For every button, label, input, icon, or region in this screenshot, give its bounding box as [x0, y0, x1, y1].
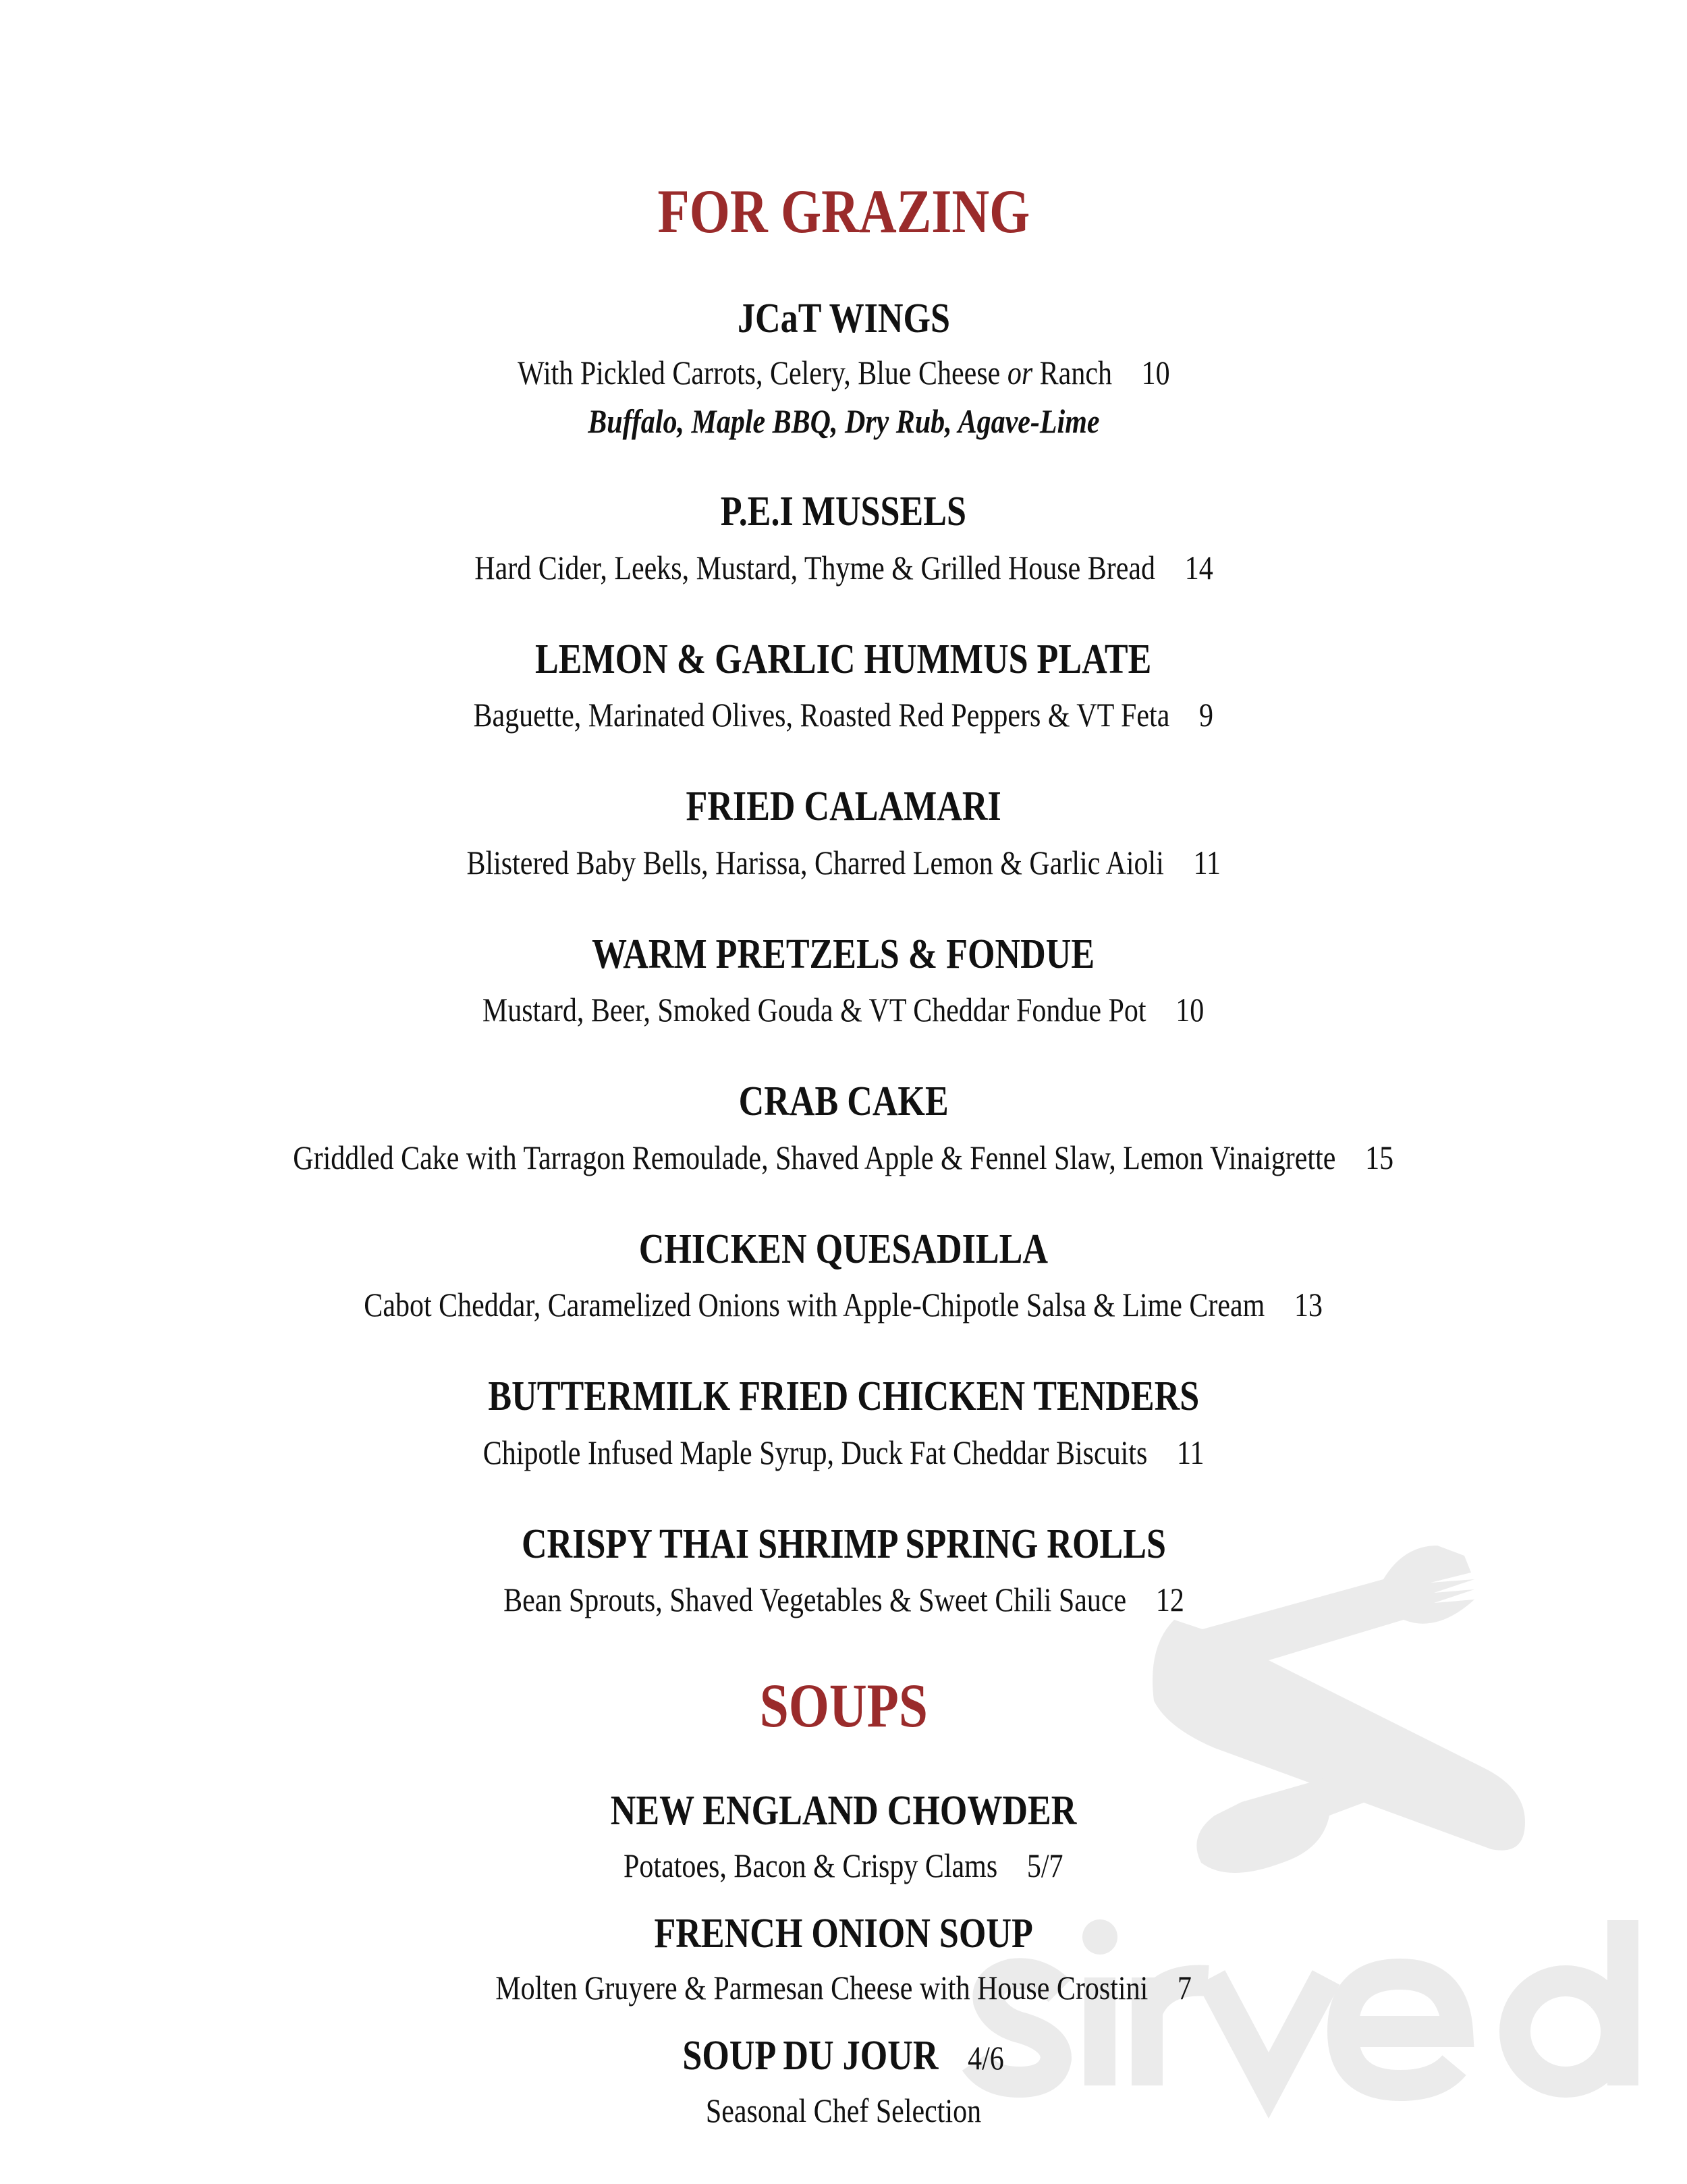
item-price: 11: [1193, 844, 1221, 881]
item-price: 4/6: [968, 2039, 1005, 2077]
item-name: SOUP DU JOUR 4/6: [682, 2033, 1005, 2079]
item-description: Baguette, Marinated Olives, Roasted Red Peppers & VT Feta 9: [473, 696, 1214, 734]
section-title-soups: SOUPS: [759, 1671, 928, 1740]
item-description: Griddled Cake with Tarragon Remoulade, Shaved Apple & Fennel Slaw, Lemon Vinaigrette 15: [293, 1139, 1394, 1176]
item-description: Seasonal Chef Selection: [705, 2092, 982, 2129]
item-price: 9: [1199, 696, 1214, 734]
section-title-for-grazing: FOR GRAZING: [657, 177, 1030, 246]
item-name: CRISPY THAI SHRIMP SPRING ROLLS: [521, 1521, 1166, 1567]
item-description: Molten Gruyere & Parmesan Cheese with House Crostini 7: [495, 1969, 1192, 2006]
item-description: Potatoes, Bacon & Crispy Clams 5/7: [624, 1847, 1063, 1884]
item-name: NEW ENGLAND CHOWDER: [610, 1788, 1077, 1834]
item-price: 14: [1184, 549, 1213, 586]
item-price: 5/7: [1027, 1847, 1063, 1884]
item-name: WARM PRETZELS & FONDUE: [592, 931, 1095, 977]
item-description: Chipotle Infused Maple Syrup, Duck Fat Cheddar Biscuits 11: [482, 1434, 1205, 1471]
item-price: 7: [1177, 1969, 1192, 2006]
item-description: With Pickled Carrots, Celery, Blue Cheese or Ranch 10: [517, 354, 1170, 391]
item-price: 13: [1294, 1286, 1323, 1323]
item-name: BUTTERMILK FRIED CHICKEN TENDERS: [488, 1373, 1199, 1419]
item-name: P.E.I MUSSELS: [720, 489, 967, 535]
item-description: Cabot Cheddar, Caramelized Onions with Apple-Chipotle Salsa & Lime Cream 13: [364, 1286, 1323, 1323]
item-description: Hard Cider, Leeks, Mustard, Thyme & Grilled House Bread 14: [474, 549, 1213, 586]
wing-flavors: Buffalo, Maple BBQ, Dry Rub, Agave-Lime: [587, 402, 1100, 440]
item-price: 15: [1365, 1139, 1394, 1176]
item-name: JCaT WINGS: [737, 296, 950, 342]
item-name: LEMON & GARLIC HUMMUS PLATE: [535, 636, 1152, 682]
item-price: 12: [1155, 1581, 1184, 1618]
item-price: 10: [1176, 991, 1205, 1029]
item-description: Mustard, Beer, Smoked Gouda & VT Cheddar Fondue Pot 10: [482, 991, 1205, 1029]
item-name: FRIED CALAMARI: [686, 784, 1001, 829]
item-description: Blistered Baby Bells, Harissa, Charred Lemon & Garlic Aioli 11: [466, 844, 1221, 881]
item-price: 10: [1141, 354, 1170, 391]
item-price: 11: [1176, 1434, 1205, 1471]
item-name: FRENCH ONION SOUP: [654, 1911, 1033, 1957]
item-name: CRAB CAKE: [738, 1079, 949, 1124]
item-name: CHICKEN QUESADILLA: [638, 1226, 1049, 1272]
item-description: Bean Sprouts, Shaved Vegetables & Sweet Chili Sauce 12: [503, 1581, 1184, 1618]
